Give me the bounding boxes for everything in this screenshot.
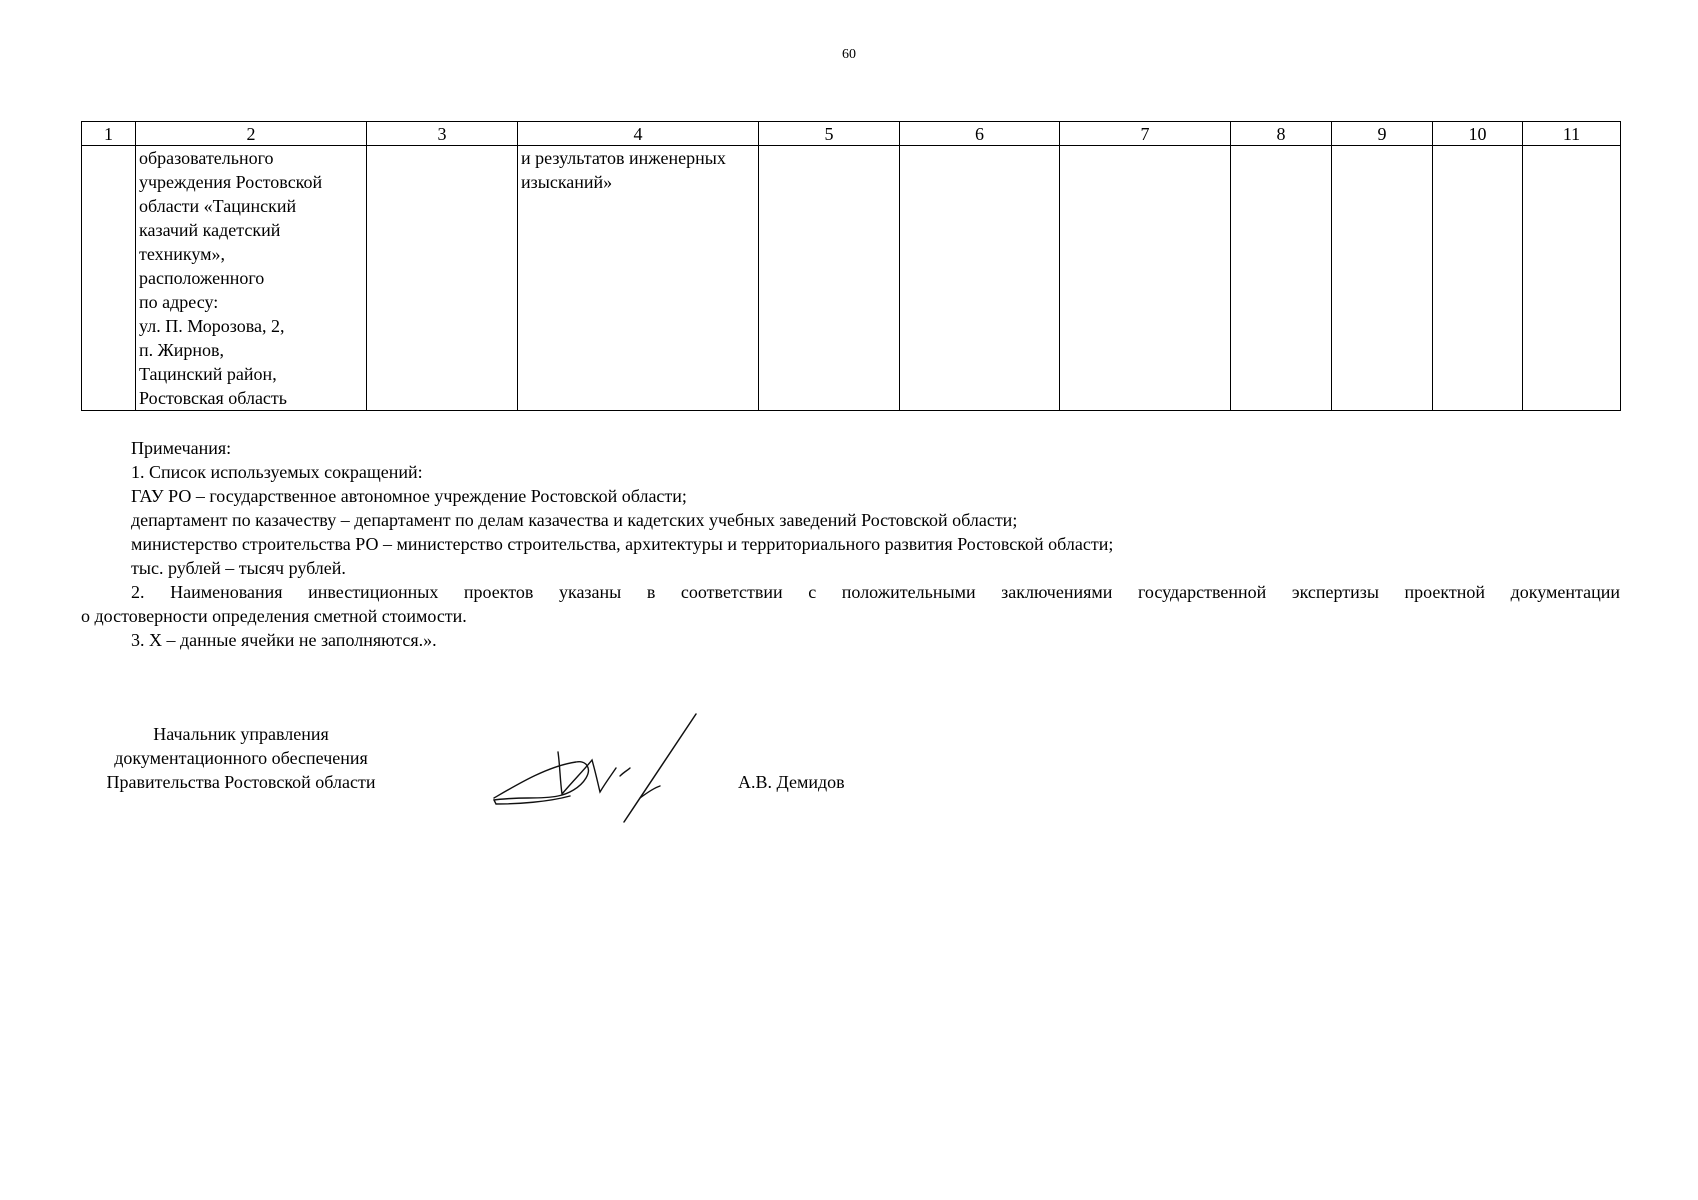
notes-item-1-title: 1. Список используемых сокращений: — [131, 462, 423, 482]
signer-position-line: Правительства Ростовской области — [106, 772, 376, 792]
column-header-9: 9 — [1332, 122, 1433, 146]
cell-col2-line: Ростовская область — [139, 388, 287, 408]
cell-col2 — [136, 146, 367, 411]
cell-col4-line: и результатов инженерных — [521, 148, 726, 168]
cell-col4 — [518, 146, 759, 411]
notes-item-3: 3. Х – данные ячейки не заполняются.». — [131, 630, 437, 650]
cell-col2-line: техникум», — [139, 244, 226, 264]
column-header-5: 5 — [759, 122, 900, 146]
cell-col5 — [759, 146, 900, 411]
signer-name: А.В. Демидов — [738, 772, 845, 792]
notes-item-2-line1: 2. Наименования инвестиционных проектов указаны в соответствии с положительными заключениями государственной экспертизы проектной документации — [131, 582, 1620, 602]
abbreviation-construction-ministry: министерство строительства РО – министерство строительства, архитектуры и территориального развития Ростовской области; — [131, 534, 1114, 554]
table-header-row — [82, 122, 1621, 146]
signer-position — [81, 722, 401, 794]
handwritten-signature — [488, 712, 698, 824]
cell-col2-line: п. Жирнов, — [139, 340, 225, 360]
abbreviation-cossack-department: департамент по казачеству – департамент по делам казачества и кадетских учебных заведений Ростовской области; — [131, 510, 1018, 530]
abbreviation-thousand-rubles: тыс. рублей – тысяч рублей. — [131, 558, 346, 578]
cell-col1 — [82, 146, 136, 411]
column-header-7: 7 — [1060, 122, 1231, 146]
column-header-4: 4 — [518, 122, 759, 146]
notes-item-2-line2: о достоверности определения сметной стоимости. — [81, 606, 467, 626]
cell-col2-line: расположенного — [139, 268, 265, 288]
cell-col3 — [367, 146, 518, 411]
cell-col2-line: области «Тацинский — [139, 196, 297, 216]
cell-col2-line: учреждения Ростовской — [139, 172, 323, 192]
cell-col10 — [1433, 146, 1523, 411]
signer-position-line: Начальник управления — [153, 724, 329, 744]
cell-col11 — [1523, 146, 1621, 411]
cell-col9 — [1332, 146, 1433, 411]
signer-position-line: документационного обеспечения — [114, 748, 368, 768]
cell-col6 — [900, 146, 1060, 411]
cell-col2-line: ул. П. Морозова, 2, — [139, 316, 285, 336]
column-header-2: 2 — [136, 122, 367, 146]
column-header-6: 6 — [900, 122, 1060, 146]
column-header-11: 11 — [1523, 122, 1621, 146]
column-header-10: 10 — [1433, 122, 1523, 146]
cell-col2-line: казачий кадетский — [139, 220, 281, 240]
table-row — [82, 146, 1621, 411]
data-table — [81, 121, 1621, 411]
column-header-8: 8 — [1231, 122, 1332, 146]
cell-col2-line: по адресу: — [139, 292, 219, 312]
cell-col4-line: изысканий» — [521, 172, 613, 192]
page-number: 60 — [842, 47, 856, 62]
abbreviation-gau-ro: ГАУ РО – государственное автономное учреждение Ростовской области; — [131, 486, 687, 506]
cell-col2-line: Тацинский район, — [139, 364, 277, 384]
column-header-3: 3 — [367, 122, 518, 146]
column-header-1: 1 — [82, 122, 136, 146]
notes-heading: Примечания: — [131, 438, 232, 458]
cell-col8 — [1231, 146, 1332, 411]
cell-col7 — [1060, 146, 1231, 411]
cell-col2-line: образовательного — [139, 148, 274, 168]
notes-section — [81, 436, 1620, 652]
